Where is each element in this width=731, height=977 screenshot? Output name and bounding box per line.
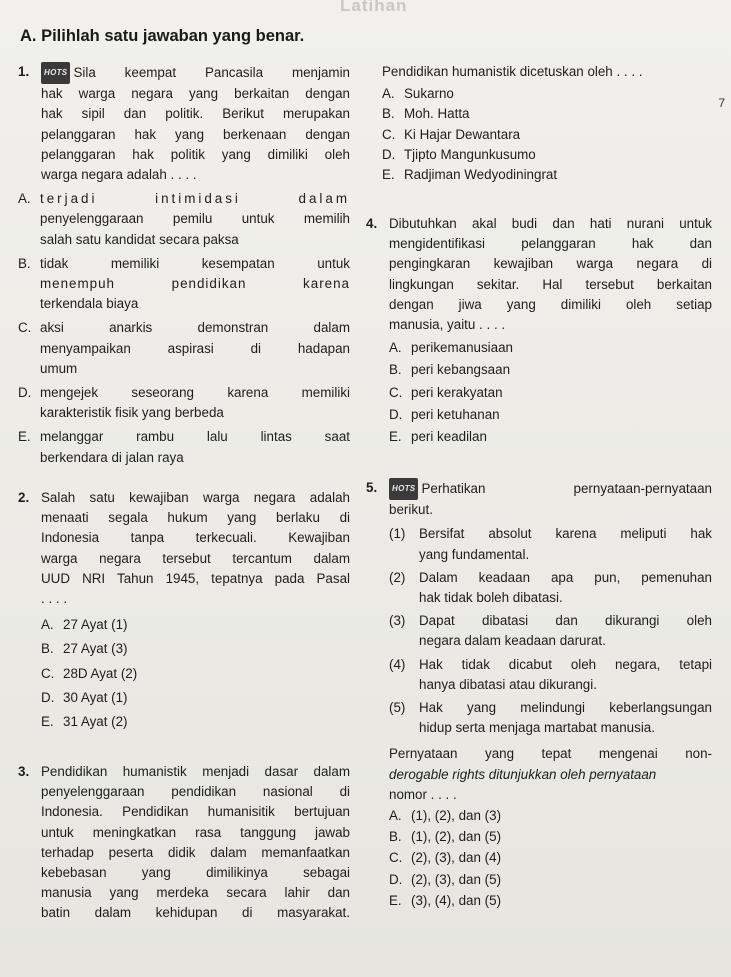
option-b[interactable]: B. peri kebangsaan <box>389 362 511 378</box>
question-2 <box>18 488 350 732</box>
question-stem-line: Pernyataan yang tepat mengenai non- <box>389 746 712 762</box>
option-b[interactable]: B. 27 Ayat (3) <box>41 641 128 657</box>
hots-badge: HOTS <box>389 478 418 500</box>
statement-3: (3) Dapat dibatasi dan dikurangi oleh negara dalam keadaan darurat. <box>389 613 712 649</box>
statement-4: (4) Hak tidak dicabut oleh negara, tetapi hanya dibatasi atau dikurangi. <box>389 656 712 692</box>
option-e[interactable]: E. peri keadilan <box>389 429 487 445</box>
question-stem-line: pelanggaran hak yang berkenaan dengan <box>41 126 350 142</box>
option-d[interactable]: D. mengejek seseorang karena memiliki karakteristik fisik yang berbeda <box>18 385 350 421</box>
page-edge-mark: 7 <box>718 96 725 110</box>
question-stem-line: pengingkaran kewajiban warga negara di <box>389 256 712 272</box>
option-letter: A. <box>18 191 31 207</box>
option-e[interactable]: E. 31 Ayat (2) <box>41 714 128 730</box>
option-d[interactable]: D. Tjipto Mangunkusumo <box>382 146 536 162</box>
option-letter: B. <box>18 255 31 271</box>
top-heading-fragment: Latihan <box>340 0 408 15</box>
statement-2: (2) Dalam keadaan apa pun, pemenuhan hak tidak boleh dibatasi. <box>389 569 712 606</box>
question-stem-line: berikut. <box>389 502 433 518</box>
hots-badge: HOTS <box>41 62 70 84</box>
question-stem-line: Salah satu kewajiban warga negara adalah <box>41 490 350 505</box>
option-e[interactable]: E. (3), (4), dan (5) <box>389 892 502 908</box>
option-letter: E. <box>18 429 31 445</box>
option-d[interactable]: D. 30 Ayat (1) <box>41 689 128 705</box>
question-stem-line: manusia, yaitu . . . . <box>389 317 506 333</box>
question-4 <box>366 214 712 447</box>
question-stem-line: derogable rights ditunjukkan oleh pernyataan <box>389 766 657 782</box>
question-stem-line: UUD NRI Tahun 1945, tepatnya pada Pasal <box>41 570 350 586</box>
question-stem-line: dengan jiwa yang dimiliki oleh setiap <box>389 296 712 312</box>
option-c[interactable]: C. 28D Ayat (2) <box>41 665 138 681</box>
option-b[interactable]: B. tidak memiliki kesempatan untuk menempuh pendidikan karena terkendala biaya <box>18 255 350 312</box>
question-stem-line: . . . . <box>41 591 68 607</box>
option-a[interactable]: A. 27 Ayat (1) <box>41 617 128 633</box>
question-3-continued <box>382 62 712 185</box>
option-letter: C. <box>18 320 32 336</box>
question-stem-line: hak sipil dan politik. Berikut merupakan <box>41 106 350 122</box>
section-title: A. Pilihlah satu jawaban yang benar. <box>20 27 305 45</box>
option-e[interactable]: E. Radjiman Wedyodiningrat <box>382 167 558 183</box>
option-c[interactable]: C. (2), (3), dan (4) <box>389 850 502 866</box>
question-stem-line: pelanggaran hak politik yang dimiliki oleh <box>41 146 350 162</box>
question-stem-line: mengidentifikasi pelanggaran hak dan <box>389 236 712 252</box>
question-stem-line: penyelenggaraan pendidikan nasional di <box>41 784 350 800</box>
option-a[interactable]: A. Sukarno <box>382 86 454 102</box>
question-stem-line: warga negara adalah . . . . <box>41 167 197 183</box>
question-stem-line: Pendidikan humanistik menjadi dasar dalam <box>41 764 350 779</box>
question-number: 1. <box>18 64 30 79</box>
question-stem-line: menaati segala hukum yang berlaku di <box>41 510 350 526</box>
option-e[interactable]: E. melanggar rambu lalu lintas saat berkendara di jalan raya <box>18 429 350 465</box>
option-c[interactable]: C. peri kerakyatan <box>389 384 503 400</box>
question-stem-line: untuk meningkatkan rasa tanggung jawab <box>41 824 350 840</box>
question-stem-line: Indonesia. Pendidikan humanisitik bertujuan <box>41 804 350 820</box>
option-a[interactable]: A. terjadi intimidasi dalam penyelenggaraan pemilu untuk memilih salah satu kandidat secara paksa <box>18 191 350 247</box>
question-stem-line: Pendidikan humanistik dicetuskan oleh . . . . <box>382 64 643 79</box>
question-stem-line: HOTS Sila keempat Pancasila menjamin <box>41 62 350 84</box>
question-stem-line: terhadap peserta didik dalam memanfaatkan <box>41 844 350 860</box>
question-1 <box>18 62 350 468</box>
option-b[interactable]: B. (1), (2), dan (5) <box>389 829 502 845</box>
option-c[interactable]: C. Ki Hajar Dewantara <box>382 126 521 142</box>
question-number: 3. <box>18 764 30 779</box>
question-stem-line: batin dalam kehidupan di masyarakat. <box>41 905 350 921</box>
statement-1: (1) Bersifat absolut karena meliputi hak yang fundamental. <box>389 526 712 562</box>
option-a[interactable]: A. (1), (2), dan (3) <box>389 808 502 824</box>
option-d[interactable]: D. (2), (3), dan (5) <box>389 871 502 887</box>
question-stem-line: manusia yang merdeka secara lahir dan <box>41 885 350 901</box>
question-stem-line: kebebasan yang dimilikinya sebagai <box>41 865 350 881</box>
option-a[interactable]: A. perikemanusiaan <box>389 340 513 356</box>
question-number: 4. <box>366 216 378 231</box>
question-stem-line: hak warga negara yang berkaitan dengan <box>41 86 350 102</box>
question-stem-line: lingkungan sekitar. Hal tersebut berkaitan <box>389 276 712 292</box>
option-b[interactable]: B. Moh. Hatta <box>382 106 470 122</box>
option-c[interactable]: C. aksi anarkis demonstran dalam menyampaikan aspirasi di hadapan umum <box>18 320 350 376</box>
question-5 <box>366 478 712 911</box>
question-stem-line: HOTS Perhatikan pernyataan-pernyataan <box>389 478 712 500</box>
question-number: 5. <box>366 480 378 495</box>
option-letter: D. <box>18 385 32 401</box>
question-number: 2. <box>18 490 30 505</box>
question-stem-line: nomor . . . . <box>389 786 457 802</box>
question-stem-line: Indonesia tanpa terkecuali. Kewajiban <box>41 530 350 546</box>
question-stem-line: Dibutuhkan akal budi dan hati nurani untuk <box>389 216 712 231</box>
statement-5: (5) Hak yang melindungi keberlangsungan hidup serta menjaga martabat manusia. <box>389 700 712 736</box>
question-3 <box>18 762 350 924</box>
question-stem-line: warga negara tersebut tercantum dalam <box>41 550 350 566</box>
option-d[interactable]: D. peri ketuhanan <box>389 406 500 422</box>
